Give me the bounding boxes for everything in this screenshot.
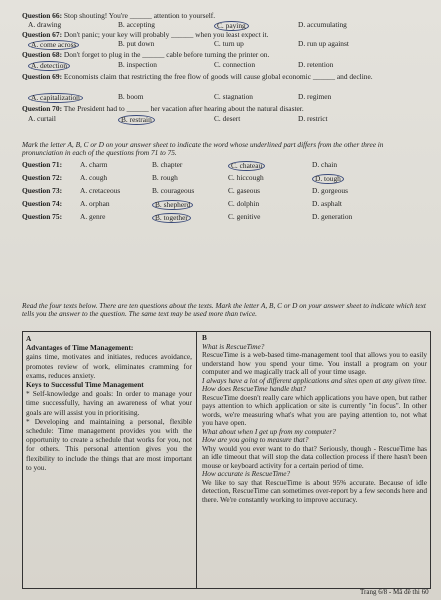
text-b-question-3: What about when I get up from my computer? bbox=[202, 426, 336, 436]
text-b bbox=[202, 334, 427, 504]
marked-answer: B. restrain bbox=[118, 115, 155, 125]
text-b-answer-2: RescueTime doesn't really care which applications you have open, but rather pays attention to which application or site is currently "in focus". In other words, we're measuring what's what you are paying attention to, not what you have open. bbox=[202, 392, 427, 427]
marked-answer: A. come across bbox=[28, 40, 79, 50]
text-b-question-2: I always have a lot of different applications and sites open at any given time. How does RescueTime handle that? bbox=[202, 375, 427, 393]
question-70: Question 70: The President had to ______ her vacation after hearing about the natural disaster. bbox=[22, 104, 304, 113]
text-a-point-2: * Developing and maintaining a personal, flexible schedule: Time management provides you with the opportunity to create a schedule that works for you, not for others. This personal attention gives you the flexibility to include the things that are most important to you. bbox=[26, 416, 192, 472]
text-b-answer-4: We like to say that RescueTime is about 95% accurate. Because of idle detection, RescueTime can sometimes over-report by a few seconds here and there. We're constantly working to improve accuracy. bbox=[202, 477, 427, 504]
question-66: Question 66: Stop shouting! You're ______ attention to yourself. bbox=[22, 11, 216, 20]
reading-texts-frame bbox=[22, 331, 431, 589]
text-a-point-1: * Self-knowledge and goals: In order to manage your time successfully, having an awareness of what your goals are will assist you in prioritising. bbox=[26, 389, 192, 417]
question-67: Question 67: Don't panic; your key will probably ______ when you least expect it. bbox=[22, 30, 269, 39]
marked-answer: C. chateau bbox=[228, 161, 265, 171]
marked-answer: D. tough bbox=[312, 174, 344, 184]
text-b-question-1: What is RescueTime? bbox=[202, 341, 265, 351]
text-a bbox=[26, 334, 192, 472]
text-b-label: B bbox=[202, 333, 207, 342]
page-footer: Trang 6/8 - Mã đề thi 60 bbox=[360, 588, 429, 596]
marked-answer: A. capitalization bbox=[28, 93, 83, 103]
question-68: Question 68: Don't forget to plug in the ______ cable before turning the printer on. bbox=[22, 50, 270, 59]
text-b-question-5: How accurate is RescueTime? bbox=[202, 469, 291, 478]
marked-answer: C. paying bbox=[214, 21, 249, 31]
pronunciation-instruction: Mark the letter A, B, C or D on your answer sheet to indicate the word whose underlined part differs from the other three in pronunciation in each of the questions from 71 to 75. bbox=[22, 140, 384, 158]
text-a-subtitle: Keys to Successful Time Management bbox=[26, 380, 144, 390]
text-b-answer-3: Why would you ever want to do that? Seriously, though - RescueTime has an idle timeout that will stop the data collection process if there hasn't been mouse or keyboard activity for a certain period of time. bbox=[202, 443, 427, 470]
column-divider bbox=[196, 332, 197, 588]
text-a-intro: gains time, motivates and initiates, reduces avoidance, promotes review of work, eliminates cramming for exams, reduces anxiety. bbox=[26, 352, 192, 380]
text-a-title: Advantages of Time Management: bbox=[26, 343, 134, 353]
question-69: Question 69: Economists claim that restricting the free flow of goods will cause global economic ______ and decline. bbox=[22, 72, 373, 81]
exam-page: Question 66: Stop shouting! You're ______ attention to yourself. A. drawing B. accepting C. paying D. accumulating Question 67: Don't panic; your key will probably ______ when you least expect it. A. come across B. put down C. turn up D. run up against Question 68: Don't forget to plug in the ______ cable before turning the printer on. A. detection B. inspection C. connection D. retention Question 69: Economists claim that restricting the free flow of goods will cause global economic ______ and decline. A. capitalization B. boom C. stagnation D. regimen Question 70: The President had to ______ her vacation after hearing about the natural disaster. A. curtail B. restrain C. desert D. restrict Mark the letter A, B, C or D on your answer sheet to indicate the word whose underlined part differs from the other three in pronunciation in each of the questions from 71 to 75. Question 71: A. charm B. chapter C. chateau D. chain Question 72: A. cough B. rough C. hiccough D. tough Question 73: A. cretaceous B. courageous C. gaseous D. gorgeous Question 74: A. orphan B. shepherd C. dolphin D. asphalt Question 75: A. genre B. together C. genitive D. generation Read the four texts below. There are ten questions about the texts. Mark the letter A, B, C or D on your answer sheet to indicate which text tells you the answer to the question. The same text may be used more than twice. A Advantages of Time Management: gains time, motivates and initiates, reduces avoidance, promotes review of work, eliminates cramming for exams, reduces anxiety. Keys to Successful Time Management * Self-knowledge and goals: In order to manage your time successfully, having an awareness of what your goals are will assist you in prioritising. * Developing and maintaining a personal, flexible schedule: Time management provides you with the opportunity to create a schedule that works for you, not for others. This personal attention gives you the flexibility to include the things that are most important to you. B What is RescueTime? RescueTime is a web-based time-management tool that allows you to easily understand how you spend your time. You install a program on your computer and we magically track all of your time usage. I always have a lot of different applications and sites open at any given time. How does RescueTime handle that? RescueTime doesn't really care which applications you have open, but rather pays attention to which application or site is currently "in focus". In other words, we're measuring what's what you are paying attention to, not what you have open. What about when I get up from my computer? How are you going to measure that? Why would you ever want to do that? Seriously, though - RescueTime has an idle timeout that will stop the data collection process if there hasn't been mouse or keyboard activity for a certain period of time. How accurate is RescueTime? We like to say that RescueTime is about 95% accurate. Because of idle detection, RescueTime can sometimes over-report by a few seconds here and there. We're constantly working to improve accuracy. Trang 6/8 - Mã đề thi 60 bbox=[0, 0, 441, 600]
text-b-answer-1: RescueTime is a web-based time-management tool that allows you to easily understand how you spend your time. You install a program on your computer and we magically track all of your time usage. bbox=[202, 350, 427, 376]
text-a-label: A bbox=[26, 334, 32, 343]
marked-answer: B. together bbox=[152, 213, 191, 223]
reading-instruction: Read the four texts below. There are ten questions about the texts. Mark the letter A, B, C or D on your answer sheet to indicate which text tells you the answer to the question. The same text may be used more than twice. bbox=[22, 301, 426, 319]
marked-answer: A. detection bbox=[28, 61, 70, 71]
text-b-question-4: How are you going to measure that? bbox=[202, 435, 309, 444]
marked-answer: B. shepherd bbox=[152, 200, 193, 210]
